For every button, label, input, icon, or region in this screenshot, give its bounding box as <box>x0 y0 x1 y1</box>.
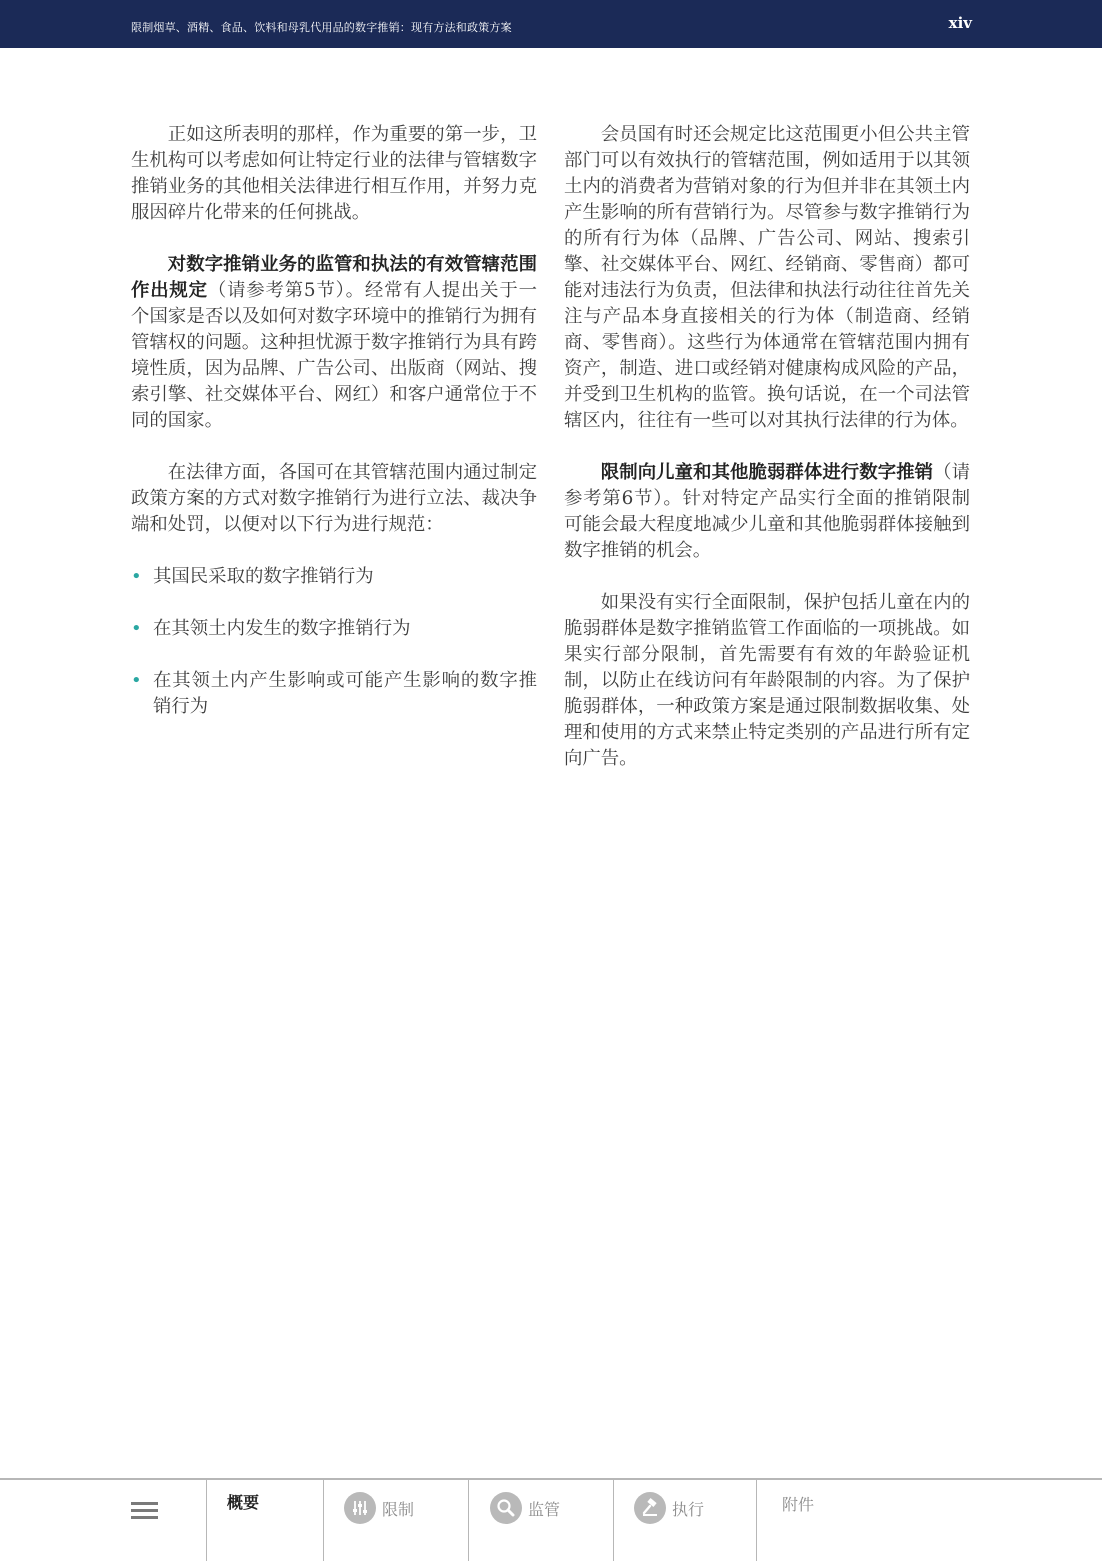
bullet-icon: • <box>131 670 142 691</box>
paragraph-heading: 限制向儿童和其他脆弱群体进行数字推销 <box>600 462 934 483</box>
list-item <box>131 616 537 642</box>
list-item-text: 其国民采取的数字推销行为 <box>153 566 374 587</box>
nav-divider <box>206 1480 207 1561</box>
nav-tab-label: 监管 <box>528 1499 561 1519</box>
bullet-icon: • <box>131 566 142 587</box>
right-column <box>564 122 970 798</box>
magnifier-icon <box>490 1492 522 1524</box>
document-title: 限制烟草、酒精、食品、饮料和母乳代用品的数字推销：现有方法和政策方案 <box>131 21 512 34</box>
nav-tab-label: 附件 <box>782 1495 815 1514</box>
header-bar <box>0 0 1102 48</box>
gavel-icon <box>634 1492 666 1524</box>
paragraph: 在法律方面，各国可在其管辖范围内通过制定政策方案的方式对数字推销行为进行立法、裁决争端和处罚，以便对以下行为进行规范： <box>131 462 537 535</box>
nav-tab-annex[interactable] <box>782 1492 814 1515</box>
paragraph-text: （请参考第6节）。针对特定产品实行全面的推销限制可能会最大程度地减少儿童和其他脆弱群体接触到数字推销的机会。 <box>564 462 970 561</box>
nav-tab-label: 概要 <box>227 1493 260 1512</box>
paragraph-text: （请参考第5节）。经常有人提出关于一个国家是否以及如何对数字环境中的推销行为拥有管辖权的问题。这种担忧源于数字推销行为具有跨境性质，因为品牌、广告公司、出版商（网站、搜索引擎、社交媒体平台、网红）和客户通常位于不同的国家。 <box>131 280 537 431</box>
nav-tab-enforce[interactable] <box>634 1492 704 1524</box>
paragraph-heading: 对数字推销业务的监管和执法的有效管辖范围作出规定 <box>131 254 537 301</box>
list-item-text: 在其领土内发生的数字推销行为 <box>153 618 411 639</box>
paragraph: 会员国有时还会规定比这范围更小但公共主管部门可以有效执行的管辖范围，例如适用于以其领土内的消费者为营销对象的行为但并非在其领土内产生影响的所有营销行为。尽管参与数字推销行为的所有行为体（品牌、广告公司、网站、搜索引擎、社交媒体平台、网红、经销商、零售商）都可能对违法行为负责，但法律和执法行动往往首先关注与产品本身直接相关的行为体（制造商、经销商、零售商）。这些行为体通常在管辖范围内拥有资产，制造、进口或经销对健康构成风险的产品，并受到卫生机构的监管。换句话说，在一个司法管辖区内，往往有一些可以对其执行法律的行为体。 <box>564 124 970 431</box>
bullet-icon: • <box>131 618 142 639</box>
page-number: xiv <box>948 14 972 32</box>
list-item <box>131 668 537 720</box>
left-column <box>131 122 537 746</box>
nav-divider <box>756 1480 757 1561</box>
nav-tab-restrict[interactable] <box>344 1492 414 1524</box>
nav-tab-label: 限制 <box>382 1499 415 1519</box>
paragraph <box>131 252 537 434</box>
sliders-icon <box>344 1492 376 1524</box>
nav-divider <box>613 1480 614 1561</box>
bottom-navigation <box>0 1478 1102 1561</box>
paragraph <box>564 460 970 564</box>
nav-divider <box>468 1480 469 1561</box>
bullet-list <box>131 564 537 720</box>
nav-tab-label: 执行 <box>672 1499 705 1519</box>
paragraph: 正如这所表明的那样，作为重要的第一步，卫生机构可以考虑如何让特定行业的法律与管辖数字推销业务的其他相关法律进行相互作用，并努力克服因碎片化带来的任何挑战。 <box>131 124 537 223</box>
nav-tab-summary[interactable] <box>227 1490 259 1513</box>
nav-tab-monitor[interactable] <box>490 1492 560 1524</box>
list-item-text: 在其领土内产生影响或可能产生影响的数字推销行为 <box>153 670 537 717</box>
hamburger-menu-icon[interactable] <box>131 1502 158 1522</box>
paragraph: 如果没有实行全面限制，保护包括儿童在内的脆弱群体是数字推销监管工作面临的一项挑战。如果实行部分限制，首先需要有有效的年龄验证机制，以防止在线访问有年龄限制的内容。为了保护脆弱群体，一种政策方案是通过限制数据收集、处理和使用的方式来禁止特定类别的产品进行所有定向广告。 <box>564 592 970 769</box>
nav-divider <box>323 1480 324 1561</box>
list-item <box>131 564 537 590</box>
